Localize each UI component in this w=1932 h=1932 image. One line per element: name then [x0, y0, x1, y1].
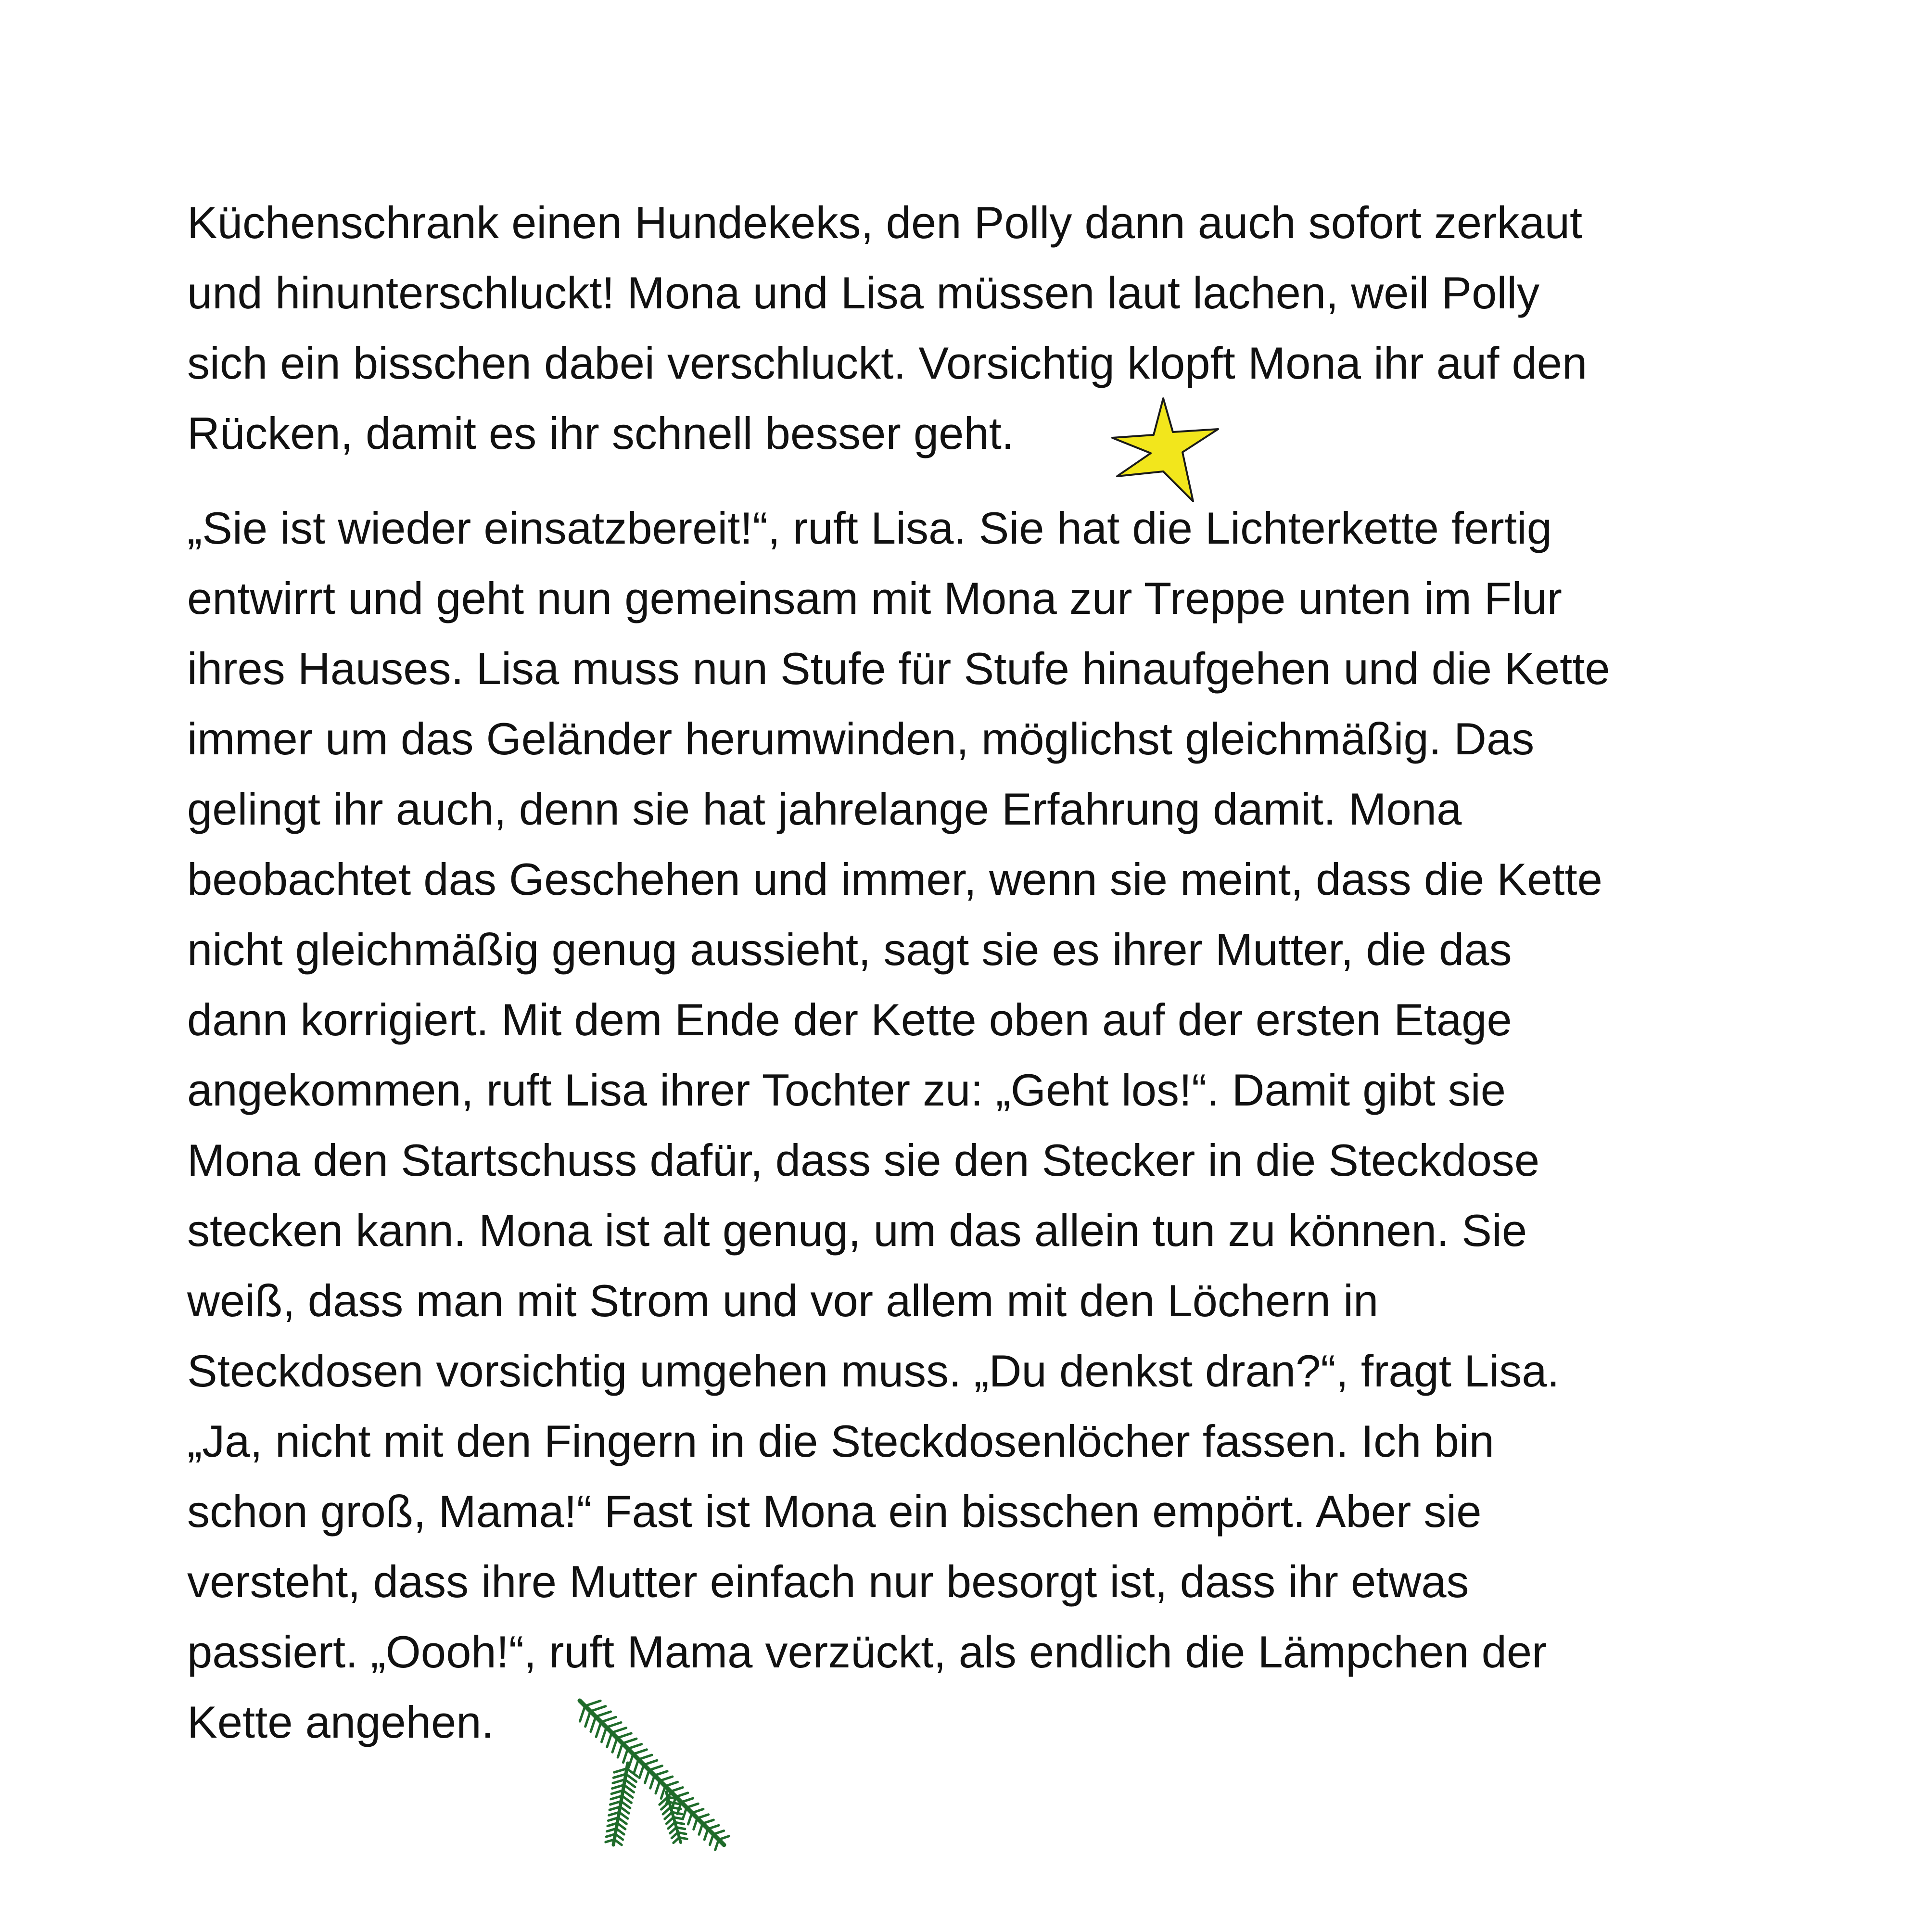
- branch-needle: [650, 1776, 655, 1789]
- branch-needle: [628, 1744, 642, 1749]
- branch-needle: [623, 1749, 628, 1763]
- branch-needle: [670, 1828, 676, 1833]
- branch-needle: [666, 1818, 674, 1824]
- branch-needle: [704, 1829, 708, 1840]
- text-line: dann korrigiert. Mit dem Ende der Kette oben auf der ersten Etage: [187, 994, 1512, 1045]
- branch-needle: [692, 1809, 703, 1813]
- branch-needle: [655, 1771, 668, 1776]
- branch-needle: [607, 1722, 621, 1727]
- branch-needle: [644, 1760, 657, 1765]
- text-line: und hinunterschluckt! Mona und Lisa müssen laut lachen, weil Polly: [187, 267, 1540, 318]
- branch-needle: [715, 1840, 719, 1850]
- text-line: entwirrt und geht nun gemeinsam mit Mona zur Treppe unten im Flur: [187, 573, 1562, 623]
- branch-needle: [580, 1706, 585, 1721]
- branch-needle: [612, 1728, 626, 1733]
- text-line: stecken kann. Mona ist alt genug, um das allein tun zu können. Sie: [187, 1205, 1527, 1256]
- text-line: gelingt ihr auch, denn sie hat jahrelange Erfahrung damit. Mona: [187, 784, 1462, 834]
- branch-needle: [629, 1754, 633, 1767]
- text-line: beobachtet das Geschehen und immer, wenn sie meint, dass die Kette: [187, 854, 1602, 904]
- branch-needle: [688, 1813, 692, 1824]
- paragraph-1: [187, 188, 1775, 469]
- branch-needle: [585, 1701, 600, 1706]
- text-line: Steckdosen vorsichtig umgehen muss. „Du denkst dran?“, fragt Lisa.: [187, 1346, 1560, 1396]
- branch-needle: [708, 1825, 719, 1829]
- text-line: nicht gleichmäßig genug aussieht, sagt sie es ihrer Mutter, die das: [187, 924, 1512, 975]
- branch-needle: [660, 1777, 673, 1781]
- branch-needle: [678, 1832, 686, 1834]
- text-line: versteht, dass ihre Mutter einfach nur besorgt ist, dass ihr etwas: [187, 1556, 1469, 1607]
- branch-needle: [649, 1766, 662, 1770]
- text-line: passiert. „Oooh!“, ruft Mama verzückt, als endlich die Lämpchen der: [187, 1627, 1547, 1677]
- branch-needle: [672, 1832, 678, 1838]
- branch-needle: [596, 1712, 610, 1716]
- branch-needle: [676, 1828, 685, 1829]
- text-line: angekommen, ruft Lisa ihrer Tochter zu: „Geht los!“. Damit gibt sie: [187, 1065, 1506, 1115]
- branch-needle: [620, 1807, 629, 1814]
- branch-needle: [645, 1770, 649, 1783]
- branch-needle: [618, 1818, 626, 1824]
- branch-needle: [703, 1820, 714, 1824]
- branch-needle: [638, 1755, 652, 1759]
- branch-needle: [719, 1836, 729, 1840]
- text-line: „Sie ist wieder einsatzbereit!“, ruft Lisa. Sie hat die Lichterkette fertig: [187, 503, 1552, 553]
- branch-needle: [656, 1781, 660, 1793]
- branch-needle: [617, 1733, 632, 1738]
- text-line: Rücken, damit es ihr schnell besser geht.: [187, 408, 1014, 458]
- text-line: schon groß, Mama!“ Fast ist Mona ein bisschen empört. Aber sie: [187, 1486, 1482, 1537]
- branch-needle: [681, 1798, 693, 1802]
- branch-needle: [671, 1787, 683, 1791]
- branch-needle: [676, 1793, 688, 1797]
- branch-needle: [612, 1738, 617, 1753]
- branch-needle: [617, 1823, 625, 1829]
- star-shape: [1112, 398, 1218, 501]
- branch-needle: [665, 1812, 672, 1819]
- branch-needle: [619, 1812, 628, 1818]
- branch-needle: [633, 1750, 647, 1754]
- branch-needle: [686, 1804, 698, 1807]
- branch-needle: [661, 1786, 665, 1799]
- branch-needle: [697, 1815, 708, 1818]
- star-icon: [1106, 394, 1222, 505]
- branch-needle: [683, 1807, 686, 1819]
- text-line: immer um das Geländer herumwinden, möglichst gleichmäßig. Das: [187, 713, 1535, 764]
- branch-needle: [601, 1717, 616, 1722]
- text-line: sich ein bisschen dabei verschluckt. Vorsichtig klopft Mona ihr auf den: [187, 338, 1588, 388]
- branch-needle: [585, 1711, 591, 1727]
- branch-needle: [639, 1765, 644, 1778]
- branch-needle: [668, 1822, 675, 1829]
- branch-needle: [713, 1830, 724, 1834]
- branch-needle: [590, 1706, 606, 1712]
- text-line: „Ja, nicht mit den Fingern in die Steckdosenlöcher fassen. Ich bin: [187, 1416, 1495, 1466]
- paragraph-2: [187, 493, 1775, 1757]
- branch-needle: [675, 1822, 684, 1824]
- text-line: Küchenschrank einen Hundekeks, den Polly dann auch sofort zerkaut: [187, 197, 1583, 248]
- branch-needle: [607, 1733, 612, 1747]
- text-line: Kette angehen.: [187, 1697, 494, 1747]
- branch-needle: [665, 1782, 678, 1786]
- branch-needle: [699, 1824, 703, 1835]
- branch-needle: [694, 1818, 698, 1829]
- branch-needle: [679, 1838, 687, 1839]
- text-line: Mona den Startschuss dafür, dass sie den Stecker in die Steckdose: [187, 1135, 1540, 1185]
- text-line: ihres Hauses. Lisa muss nun Stufe für Stufe hinaufgehen und die Kette: [187, 643, 1610, 694]
- branch-needle: [710, 1834, 713, 1845]
- branch-needle: [618, 1743, 623, 1757]
- branch-needle: [601, 1728, 606, 1742]
- branch-needle: [634, 1759, 638, 1773]
- text-line: weiß, dass man mit Strom und vor allem mit den Löchern in: [187, 1275, 1379, 1326]
- branch-needle: [623, 1739, 636, 1743]
- branch-needle: [591, 1716, 596, 1731]
- branch-needle: [596, 1722, 601, 1737]
- fir-branch-icon: [570, 1691, 734, 1855]
